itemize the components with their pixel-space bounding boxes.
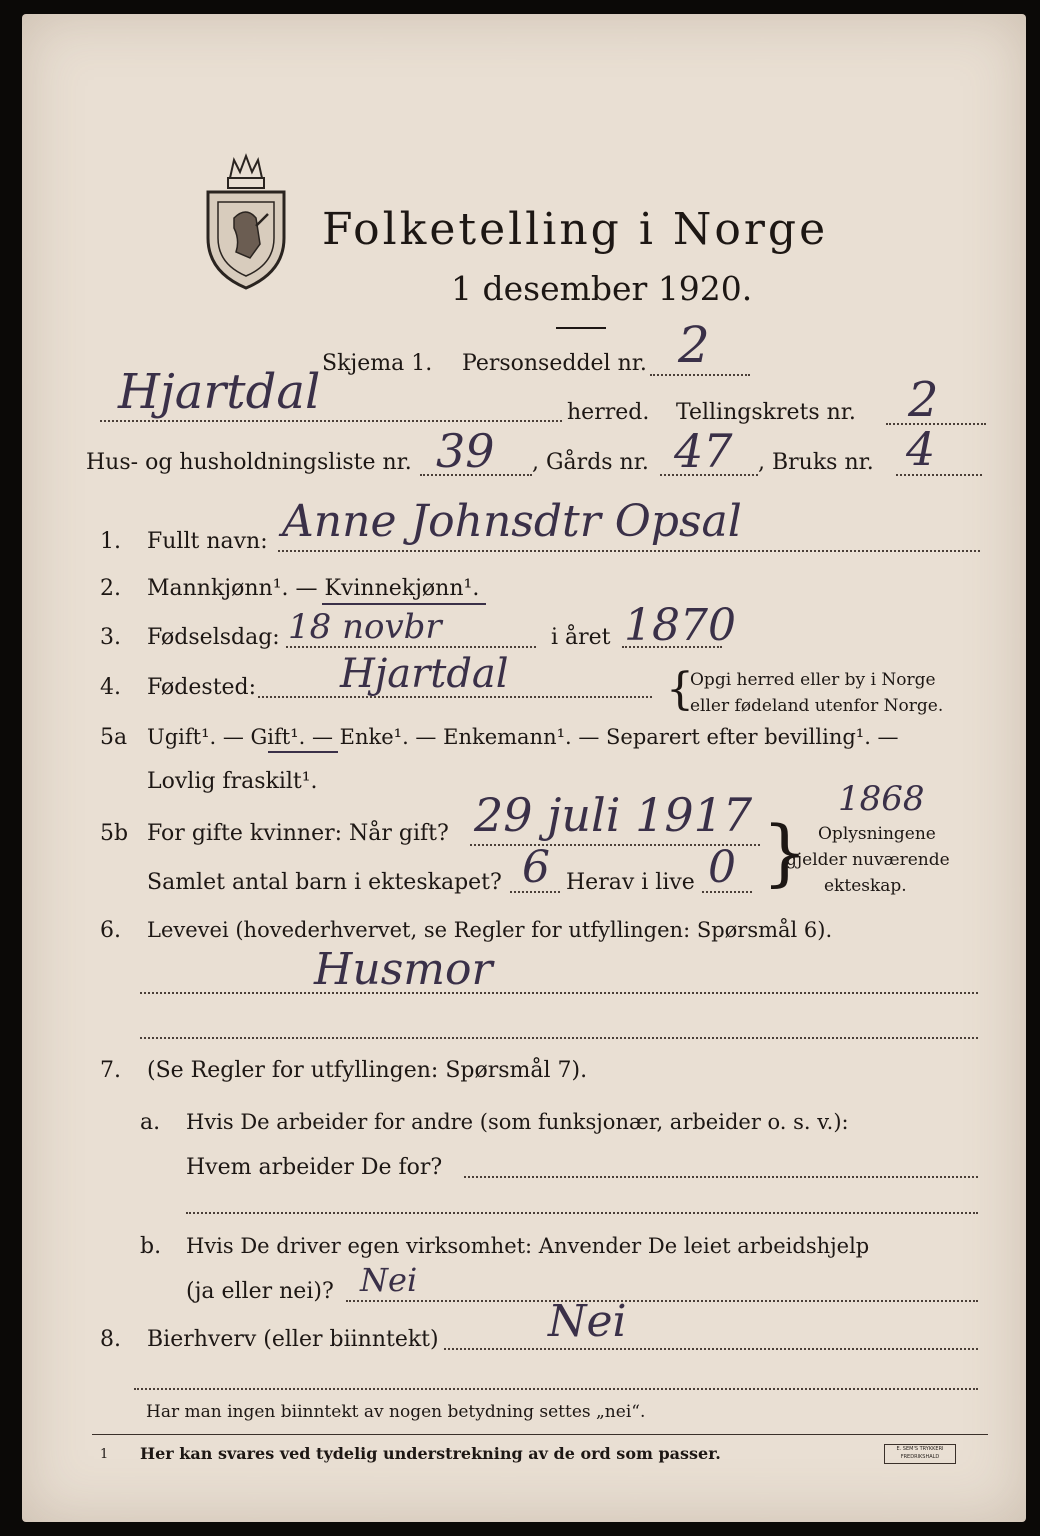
footer-rule [92, 1434, 988, 1435]
gards-value: 47 [674, 424, 733, 478]
q7a-line2: Hvem arbeider De for? [186, 1155, 443, 1180]
personseddel-label: Personseddel nr. [462, 351, 647, 376]
q7a-line1: Hvis De arbeider for andre (som funksjonær, arbeider o. s. v.): [186, 1110, 849, 1134]
marriage-brace: } [762, 810, 808, 894]
hired-help-value: Nei [360, 1261, 418, 1299]
employer-field[interactable] [464, 1176, 978, 1178]
q4-number: 4. [100, 675, 121, 700]
q5b-number: 5b [100, 821, 129, 846]
bruks-value: 4 [906, 422, 936, 476]
side-income-field-extra[interactable] [134, 1388, 978, 1390]
side-income-value: Nei [548, 1296, 627, 1347]
birthplace-note-line2: eller fødeland utenfor Norge. [690, 696, 944, 716]
q7-label: (Se Regler for utfyllingen: Spørsmål 7). [147, 1058, 588, 1083]
printer-stamp [884, 1444, 956, 1464]
kvinnekjonn-underline [322, 603, 486, 605]
herred-label: herred. [567, 400, 650, 425]
q7-number: 7. [100, 1058, 121, 1083]
birthplace-brace: { [666, 664, 694, 715]
q7b-line2: (ja eller nei)? [186, 1279, 334, 1304]
children-count-label: Samlet antal barn i ekteskapet? [147, 870, 502, 895]
personseddel-value: 2 [678, 316, 710, 374]
herred-field[interactable] [100, 420, 562, 422]
full-name-value: Anne Johnsdtr Opsal [282, 496, 742, 547]
birth-year-value: 1870 [624, 600, 736, 651]
side-income-field[interactable] [444, 1348, 978, 1350]
gift-underline [268, 751, 338, 753]
marriage-date-label: For gifte kvinner: Når gift? [147, 821, 449, 846]
full-name-field[interactable] [278, 550, 980, 552]
marriage-note-line1: Oplysningene [818, 824, 936, 844]
q2-sex-options: Mannkjønn¹. — Kvinnekjønn¹. [147, 576, 480, 601]
q6-number: 6. [100, 918, 121, 943]
birthday-value: 18 novbr [288, 607, 442, 647]
title-rule [556, 327, 606, 329]
children-alive-label: Herav i live [566, 870, 695, 895]
marital-status-options: Ugift¹. — Gift¹. — Enke¹. — Enkemann¹. — Separert efter bevilling¹. — [147, 725, 899, 749]
footnote-text: Her kan svares ved tydelig understrekning av de ord som passer. [140, 1444, 721, 1463]
q7a-letter: a. [140, 1110, 161, 1135]
printer-stamp-line1: E. SEM'S TRYKKERI [896, 1446, 944, 1452]
bruks-label: , Bruks nr. [758, 450, 874, 475]
norway-coat-of-arms-icon [200, 148, 292, 290]
tellingskrets-label: Tellingskrets nr. [676, 400, 856, 425]
skjema-label: Skjema 1. [322, 351, 433, 376]
employer-field-extra[interactable] [186, 1212, 978, 1214]
occupation-value: Husmor [314, 944, 493, 995]
birthplace-value: Hjartdal [340, 651, 509, 697]
husholdningsliste-label: Hus- og husholdningsliste nr. [86, 450, 412, 475]
marriage-note-line3: ekteskap. [824, 876, 907, 896]
q3-number: 3. [100, 625, 121, 650]
q1-number: 1. [100, 529, 121, 554]
herred-value: Hjartdal [118, 364, 321, 420]
form-title: Folketelling i Norge [322, 204, 829, 255]
census-date: 1 desember 1920. [451, 269, 753, 308]
occupation-label: Levevei (hovederhvervet, se Regler for utfyllingen: Spørsmål 6). [147, 918, 833, 942]
children-count-value: 6 [522, 842, 550, 893]
q2-number: 2. [100, 576, 121, 601]
footer-note: Har man ingen biinntekt av nogen betydning settes „nei“. [146, 1402, 646, 1422]
printer-stamp-line2: FREDRIKSHALD [900, 1454, 940, 1460]
side-income-label: Bierhverv (eller biinntekt) [147, 1327, 439, 1352]
birth-year-label: i året [551, 625, 611, 650]
gards-label: , Gårds nr. [532, 450, 649, 475]
husband-birth-year-note: 1868 [838, 779, 925, 819]
marriage-note-line2: gjelder nuværende [786, 850, 950, 870]
children-alive-value: 0 [708, 842, 736, 893]
tellingskrets-value: 2 [908, 372, 939, 428]
q1-label: Fullt navn: [147, 529, 268, 554]
personseddel-field[interactable] [650, 374, 750, 376]
q8-number: 8. [100, 1327, 121, 1352]
q7b-line1: Hvis De driver egen virksomhet: Anvender De leiet arbeidshjelp [186, 1234, 870, 1258]
occupation-field-line2[interactable] [140, 1037, 978, 1039]
hired-help-field[interactable] [346, 1300, 978, 1302]
marriage-date-value: 29 juli 1917 [474, 788, 753, 842]
q3-label: Fødselsdag: [147, 625, 280, 650]
q5a-number: 5a [100, 725, 128, 750]
occupation-field-line1[interactable] [140, 992, 978, 994]
footnote-number: 1 [100, 1447, 109, 1462]
marital-status-options-line2: Lovlig fraskilt¹. [147, 769, 318, 794]
q7b-letter: b. [140, 1234, 162, 1259]
q4-label: Fødested: [147, 675, 257, 700]
husholdningsliste-value: 39 [436, 424, 495, 478]
birthplace-note-line1: Opgi herred eller by i Norge [690, 670, 936, 690]
